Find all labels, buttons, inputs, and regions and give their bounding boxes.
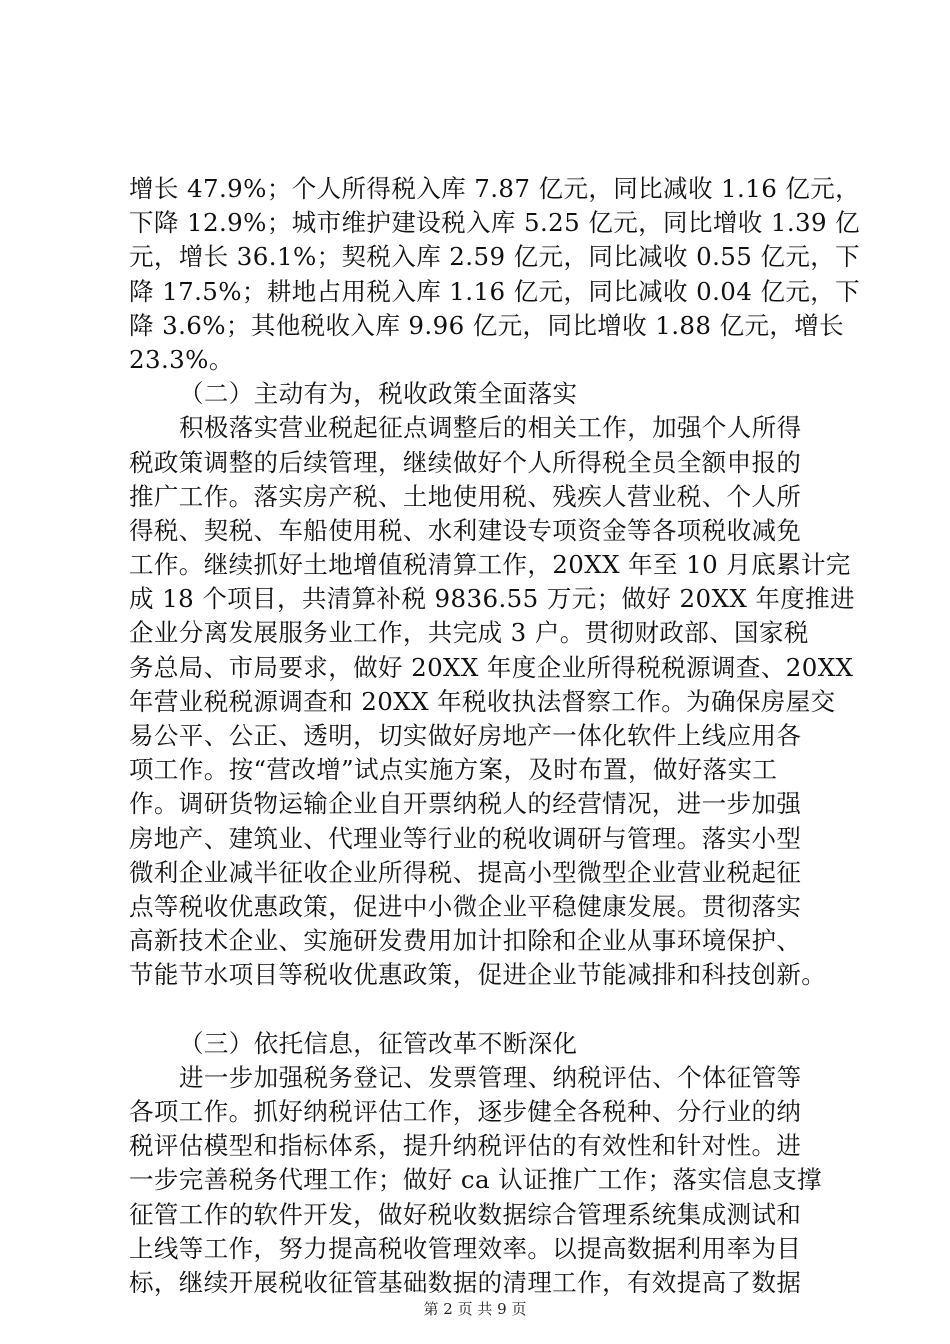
body-line: 节能节水项目等税收优惠政策，促进企业节能减排和科技创新。	[129, 960, 827, 990]
body-line: 各项工作。抓好纳税评估工作，逐步健全各税种、分行业的纳	[129, 1097, 802, 1127]
body-line: 降 17.5%；耕地占用税入库 1.16 亿元，同比减收 0.04 亿元，下	[129, 276, 861, 306]
body-line: 税评估模型和指标体系，提升纳税评估的有效性和针对性。进	[129, 1131, 802, 1161]
body-line: 年营业税税源调查和 20XX 年税收执法督察工作。为确保房屋交	[129, 686, 836, 716]
body-line: 成 18 个项目，共清算补税 9836.55 万元；做好 20XX 年度推进	[129, 584, 855, 614]
document-body	[129, 172, 861, 1300]
body-line: 上线等工作，努力提高税收管理效率。以提高数据利用率为目	[129, 1233, 802, 1263]
body-line: 高新技术企业、实施研发费用加计扣除和企业从事环境保护、	[129, 926, 802, 956]
body-line: 进一步加强税务登记、发票管理、纳税评估、个体征管等	[179, 1062, 802, 1092]
section-heading-3: （三）依托信息，征管改革不断深化	[179, 1028, 578, 1058]
body-line: 作。调研货物运输企业自开票纳税人的经营情况，进一步加强	[129, 789, 802, 819]
page-number-footer: 第 2 页 共 9 页	[423, 1300, 527, 1318]
body-line: 下降 12.9%；城市维护建设税入库 5.25 亿元，同比增收 1.39 亿	[129, 208, 861, 238]
body-line: 增长 47.9%；个人所得税入库 7.87 亿元，同比减收 1.16 亿元，	[129, 174, 861, 203]
body-line: 税政策调整的后续管理，继续做好个人所得税全员全额申报的	[129, 447, 802, 477]
paragraph-gap	[129, 993, 829, 1027]
body-line: 元，增长 36.1%；契税入库 2.59 亿元，同比减收 0.55 亿元，下	[129, 242, 861, 272]
body-line: 征管工作的软件开发，做好税收数据综合管理系统集成测试和	[129, 1199, 802, 1229]
body-line: 积极落实营业税起征点调整后的相关工作，加强个人所得	[179, 413, 802, 443]
body-line: 标，继续开展税收征管基础数据的清理工作，有效提高了数据	[129, 1268, 802, 1297]
body-line: 微利企业减半征收企业所得税、提高小型微型企业营业税起征	[129, 857, 802, 887]
body-line: 降 3.6%；其他税收入库 9.96 亿元，同比增收 1.88 亿元，增长	[129, 310, 845, 340]
body-line: 23.3%。	[129, 344, 234, 374]
body-line: 项工作。按“营改增”试点实施方案，及时布置，做好落实工	[129, 755, 778, 785]
body-line: 得税、契税、车船使用税、水利建设专项资金等各项税收减免	[129, 515, 802, 545]
body-line: 一步完善税务代理工作；做好 ca 认证推广工作；落实信息支撑	[129, 1165, 822, 1195]
section-heading-2: （二）主动有为，税收政策全面落实	[179, 379, 578, 409]
body-line: 企业分离发展服务业工作，共完成 3 户。贯彻财政部、国家税	[129, 618, 809, 648]
body-line: 易公平、公正、透明，切实做好房地产一体化软件上线应用各	[129, 721, 802, 750]
body-line: 点等税收优惠政策，促进中小微企业平稳健康发展。贯彻落实	[129, 891, 802, 921]
body-line: 工作。继续抓好土地增值税清算工作，20XX 年至 10 月底累计完	[129, 550, 851, 580]
body-line: 务总局、市局要求，做好 20XX 年度企业所得税税源调查、20XX	[129, 652, 854, 682]
body-line: 推广工作。落实房产税、土地使用税、残疾人营业税、个人所	[129, 481, 802, 511]
body-line: 房地产、建筑业、代理业等行业的税收调研与管理。落实小型	[129, 823, 802, 853]
